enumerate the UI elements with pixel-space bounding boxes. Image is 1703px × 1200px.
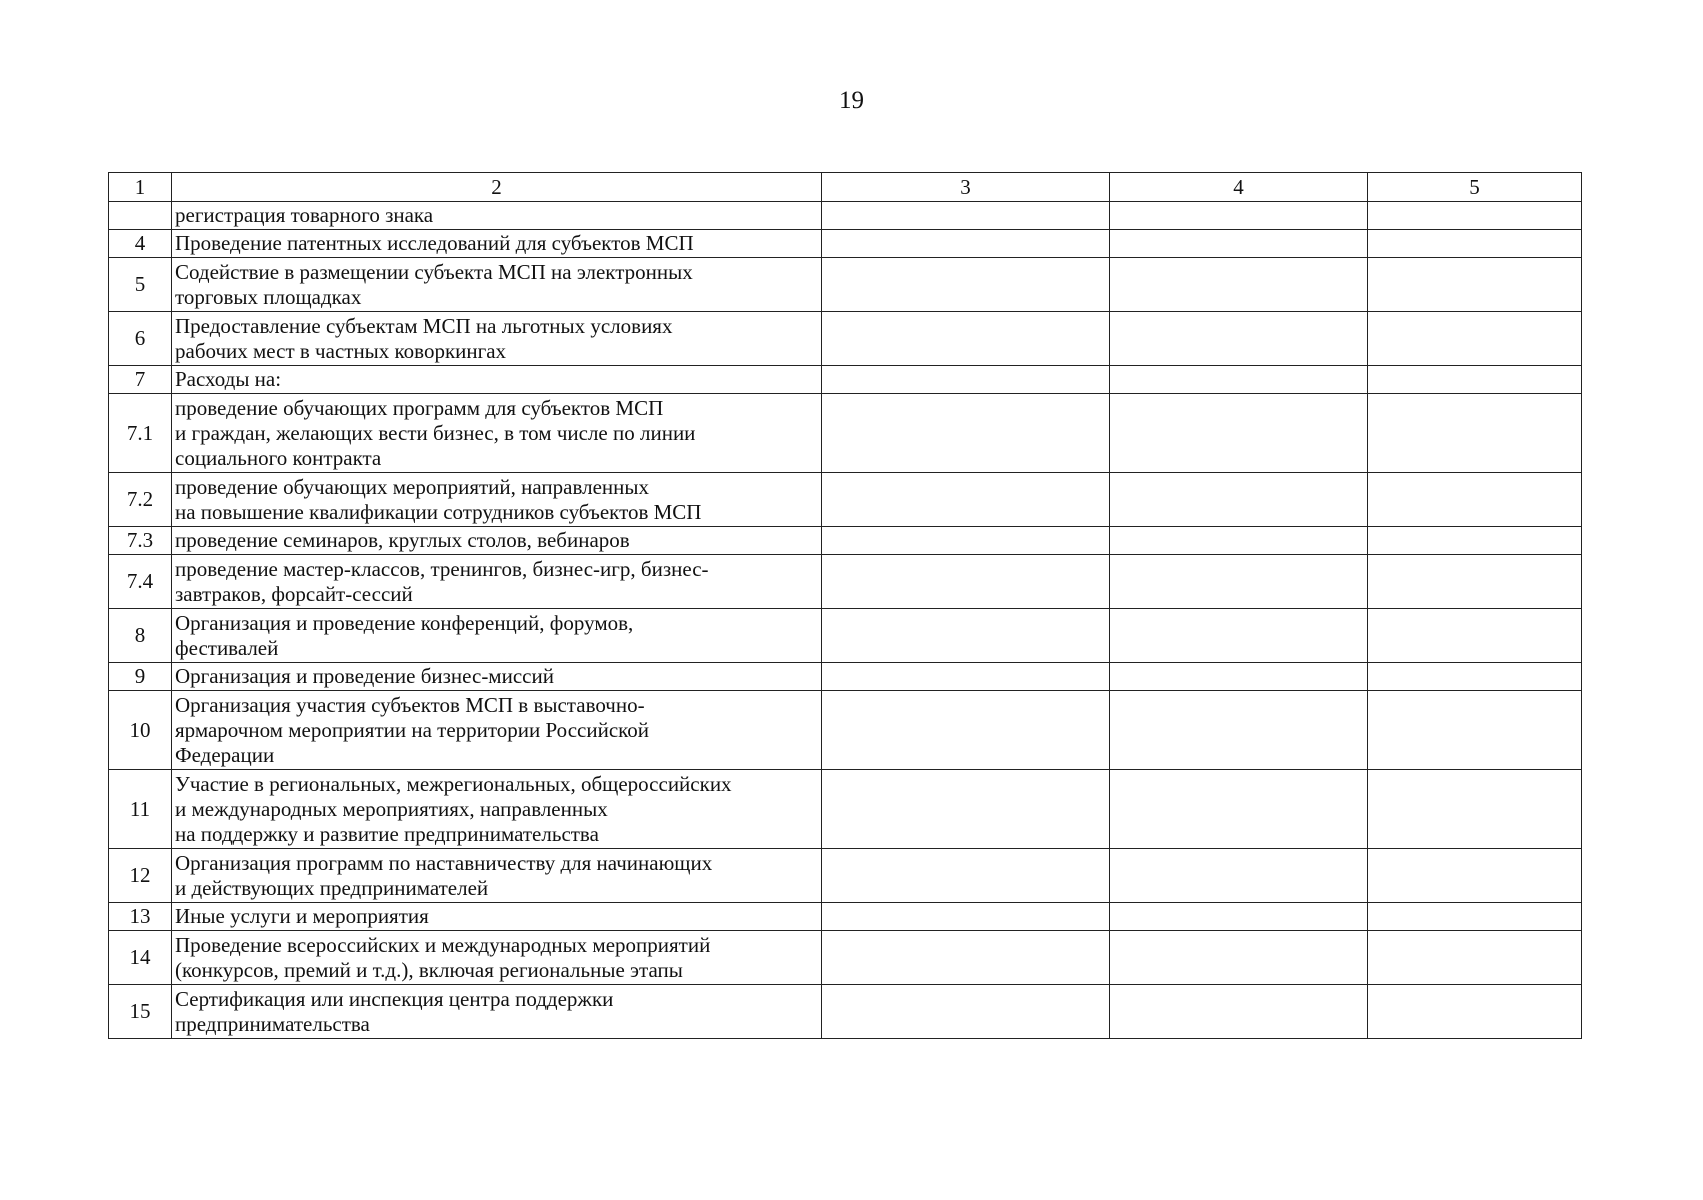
header-cell-5: 5	[1368, 173, 1582, 202]
page-number: 19	[839, 87, 864, 114]
row-description: проведение обучающих программ для субъектов МСП и граждан, желающих вести бизнес, в том числе по линии социального контракта	[172, 394, 822, 473]
row-description: Проведение всероссийских и международных мероприятий (конкурсов, премий и т.д.), включая региональные этапы	[172, 931, 822, 985]
row-description: Организация и проведение конференций, форумов, фестивалей	[172, 609, 822, 663]
row-description: Организация и проведение бизнес-миссий	[172, 663, 822, 691]
table-header	[109, 173, 1582, 202]
row-description: Предоставление субъектам МСП на льготных условиях рабочих мест в частных коворкингах	[172, 312, 822, 366]
empty-cell-col-5	[1368, 691, 1582, 770]
row-number: 14	[109, 931, 172, 985]
empty-cell-col-5	[1368, 312, 1582, 366]
empty-cell-col-4	[1110, 202, 1368, 230]
row-number: 13	[109, 903, 172, 931]
empty-cell-col-3	[822, 394, 1110, 473]
empty-cell-col-3	[822, 202, 1110, 230]
table-row	[109, 903, 1582, 931]
empty-cell-col-3	[822, 555, 1110, 609]
row-number: 7.3	[109, 527, 172, 555]
row-number: 8	[109, 609, 172, 663]
row-description: Расходы на:	[172, 366, 822, 394]
empty-cell-col-5	[1368, 931, 1582, 985]
empty-cell-col-3	[822, 366, 1110, 394]
table-row	[109, 663, 1582, 691]
empty-cell-col-5	[1368, 849, 1582, 903]
row-description: Иные услуги и мероприятия	[172, 903, 822, 931]
empty-cell-col-3	[822, 230, 1110, 258]
row-number: 10	[109, 691, 172, 770]
table-row	[109, 691, 1582, 770]
empty-cell-col-4	[1110, 473, 1368, 527]
empty-cell-col-3	[822, 931, 1110, 985]
empty-cell-col-4	[1110, 366, 1368, 394]
row-number: 5	[109, 258, 172, 312]
empty-cell-col-4	[1110, 931, 1368, 985]
table-row	[109, 555, 1582, 609]
row-description: проведение семинаров, круглых столов, вебинаров	[172, 527, 822, 555]
empty-cell-col-4	[1110, 555, 1368, 609]
empty-cell-col-5	[1368, 473, 1582, 527]
row-number	[109, 202, 172, 230]
header-row	[109, 173, 1582, 202]
empty-cell-col-3	[822, 473, 1110, 527]
table-row	[109, 312, 1582, 366]
row-number: 6	[109, 312, 172, 366]
empty-cell-col-4	[1110, 691, 1368, 770]
empty-cell-col-5	[1368, 527, 1582, 555]
empty-cell-col-5	[1368, 230, 1582, 258]
row-number: 7.1	[109, 394, 172, 473]
empty-cell-col-5	[1368, 555, 1582, 609]
empty-cell-col-5	[1368, 985, 1582, 1039]
empty-cell-col-5	[1368, 258, 1582, 312]
empty-cell-col-4	[1110, 258, 1368, 312]
empty-cell-col-4	[1110, 770, 1368, 849]
row-description: Организация программ по наставничеству для начинающих и действующих предпринимателей	[172, 849, 822, 903]
empty-cell-col-3	[822, 691, 1110, 770]
table-row	[109, 770, 1582, 849]
row-number: 7.4	[109, 555, 172, 609]
empty-cell-col-3	[822, 609, 1110, 663]
row-number: 11	[109, 770, 172, 849]
empty-cell-col-5	[1368, 394, 1582, 473]
row-number: 4	[109, 230, 172, 258]
table-row	[109, 258, 1582, 312]
empty-cell-col-4	[1110, 394, 1368, 473]
row-description: Организация участия субъектов МСП в выставочно- ярмарочном мероприятии на территории Российской Федерации	[172, 691, 822, 770]
empty-cell-col-3	[822, 527, 1110, 555]
empty-cell-col-4	[1110, 230, 1368, 258]
empty-cell-col-3	[822, 663, 1110, 691]
empty-cell-col-5	[1368, 609, 1582, 663]
row-description: регистрация товарного знака	[172, 202, 822, 230]
empty-cell-col-4	[1110, 985, 1368, 1039]
table-row	[109, 527, 1582, 555]
empty-cell-col-3	[822, 312, 1110, 366]
header-cell-3: 3	[822, 173, 1110, 202]
empty-cell-col-5	[1368, 366, 1582, 394]
header-cell-1: 1	[109, 173, 172, 202]
table-body	[109, 202, 1582, 1039]
empty-cell-col-5	[1368, 663, 1582, 691]
table-row	[109, 202, 1582, 230]
row-number: 15	[109, 985, 172, 1039]
table-row	[109, 366, 1582, 394]
row-number: 12	[109, 849, 172, 903]
empty-cell-col-3	[822, 985, 1110, 1039]
row-description: Участие в региональных, межрегиональных, общероссийских и международных мероприятиях, направленных на поддержку и развитие предпринимательства	[172, 770, 822, 849]
empty-cell-col-5	[1368, 202, 1582, 230]
table-row	[109, 985, 1582, 1039]
row-number: 7.2	[109, 473, 172, 527]
table-row	[109, 931, 1582, 985]
empty-cell-col-3	[822, 770, 1110, 849]
empty-cell-col-4	[1110, 849, 1368, 903]
empty-cell-col-4	[1110, 609, 1368, 663]
row-number: 9	[109, 663, 172, 691]
row-description: проведение мастер-классов, тренингов, бизнес-игр, бизнес- завтраков, форсайт-сессий	[172, 555, 822, 609]
table-row	[109, 609, 1582, 663]
row-description: Проведение патентных исследований для субъектов МСП	[172, 230, 822, 258]
services-table	[108, 172, 1582, 1039]
row-description: Сертификация или инспекция центра поддержки предпринимательства	[172, 985, 822, 1039]
empty-cell-col-5	[1368, 903, 1582, 931]
empty-cell-col-3	[822, 903, 1110, 931]
table-row	[109, 849, 1582, 903]
empty-cell-col-4	[1110, 312, 1368, 366]
table-row	[109, 394, 1582, 473]
table-row	[109, 230, 1582, 258]
empty-cell-col-3	[822, 849, 1110, 903]
row-description: проведение обучающих мероприятий, направленных на повышение квалификации сотрудников субъектов МСП	[172, 473, 822, 527]
table-row	[109, 473, 1582, 527]
empty-cell-col-3	[822, 258, 1110, 312]
empty-cell-col-5	[1368, 770, 1582, 849]
row-number: 7	[109, 366, 172, 394]
header-cell-2: 2	[172, 173, 822, 202]
header-cell-4: 4	[1110, 173, 1368, 202]
row-description: Содействие в размещении субъекта МСП на электронных торговых площадках	[172, 258, 822, 312]
empty-cell-col-4	[1110, 663, 1368, 691]
empty-cell-col-4	[1110, 903, 1368, 931]
empty-cell-col-4	[1110, 527, 1368, 555]
